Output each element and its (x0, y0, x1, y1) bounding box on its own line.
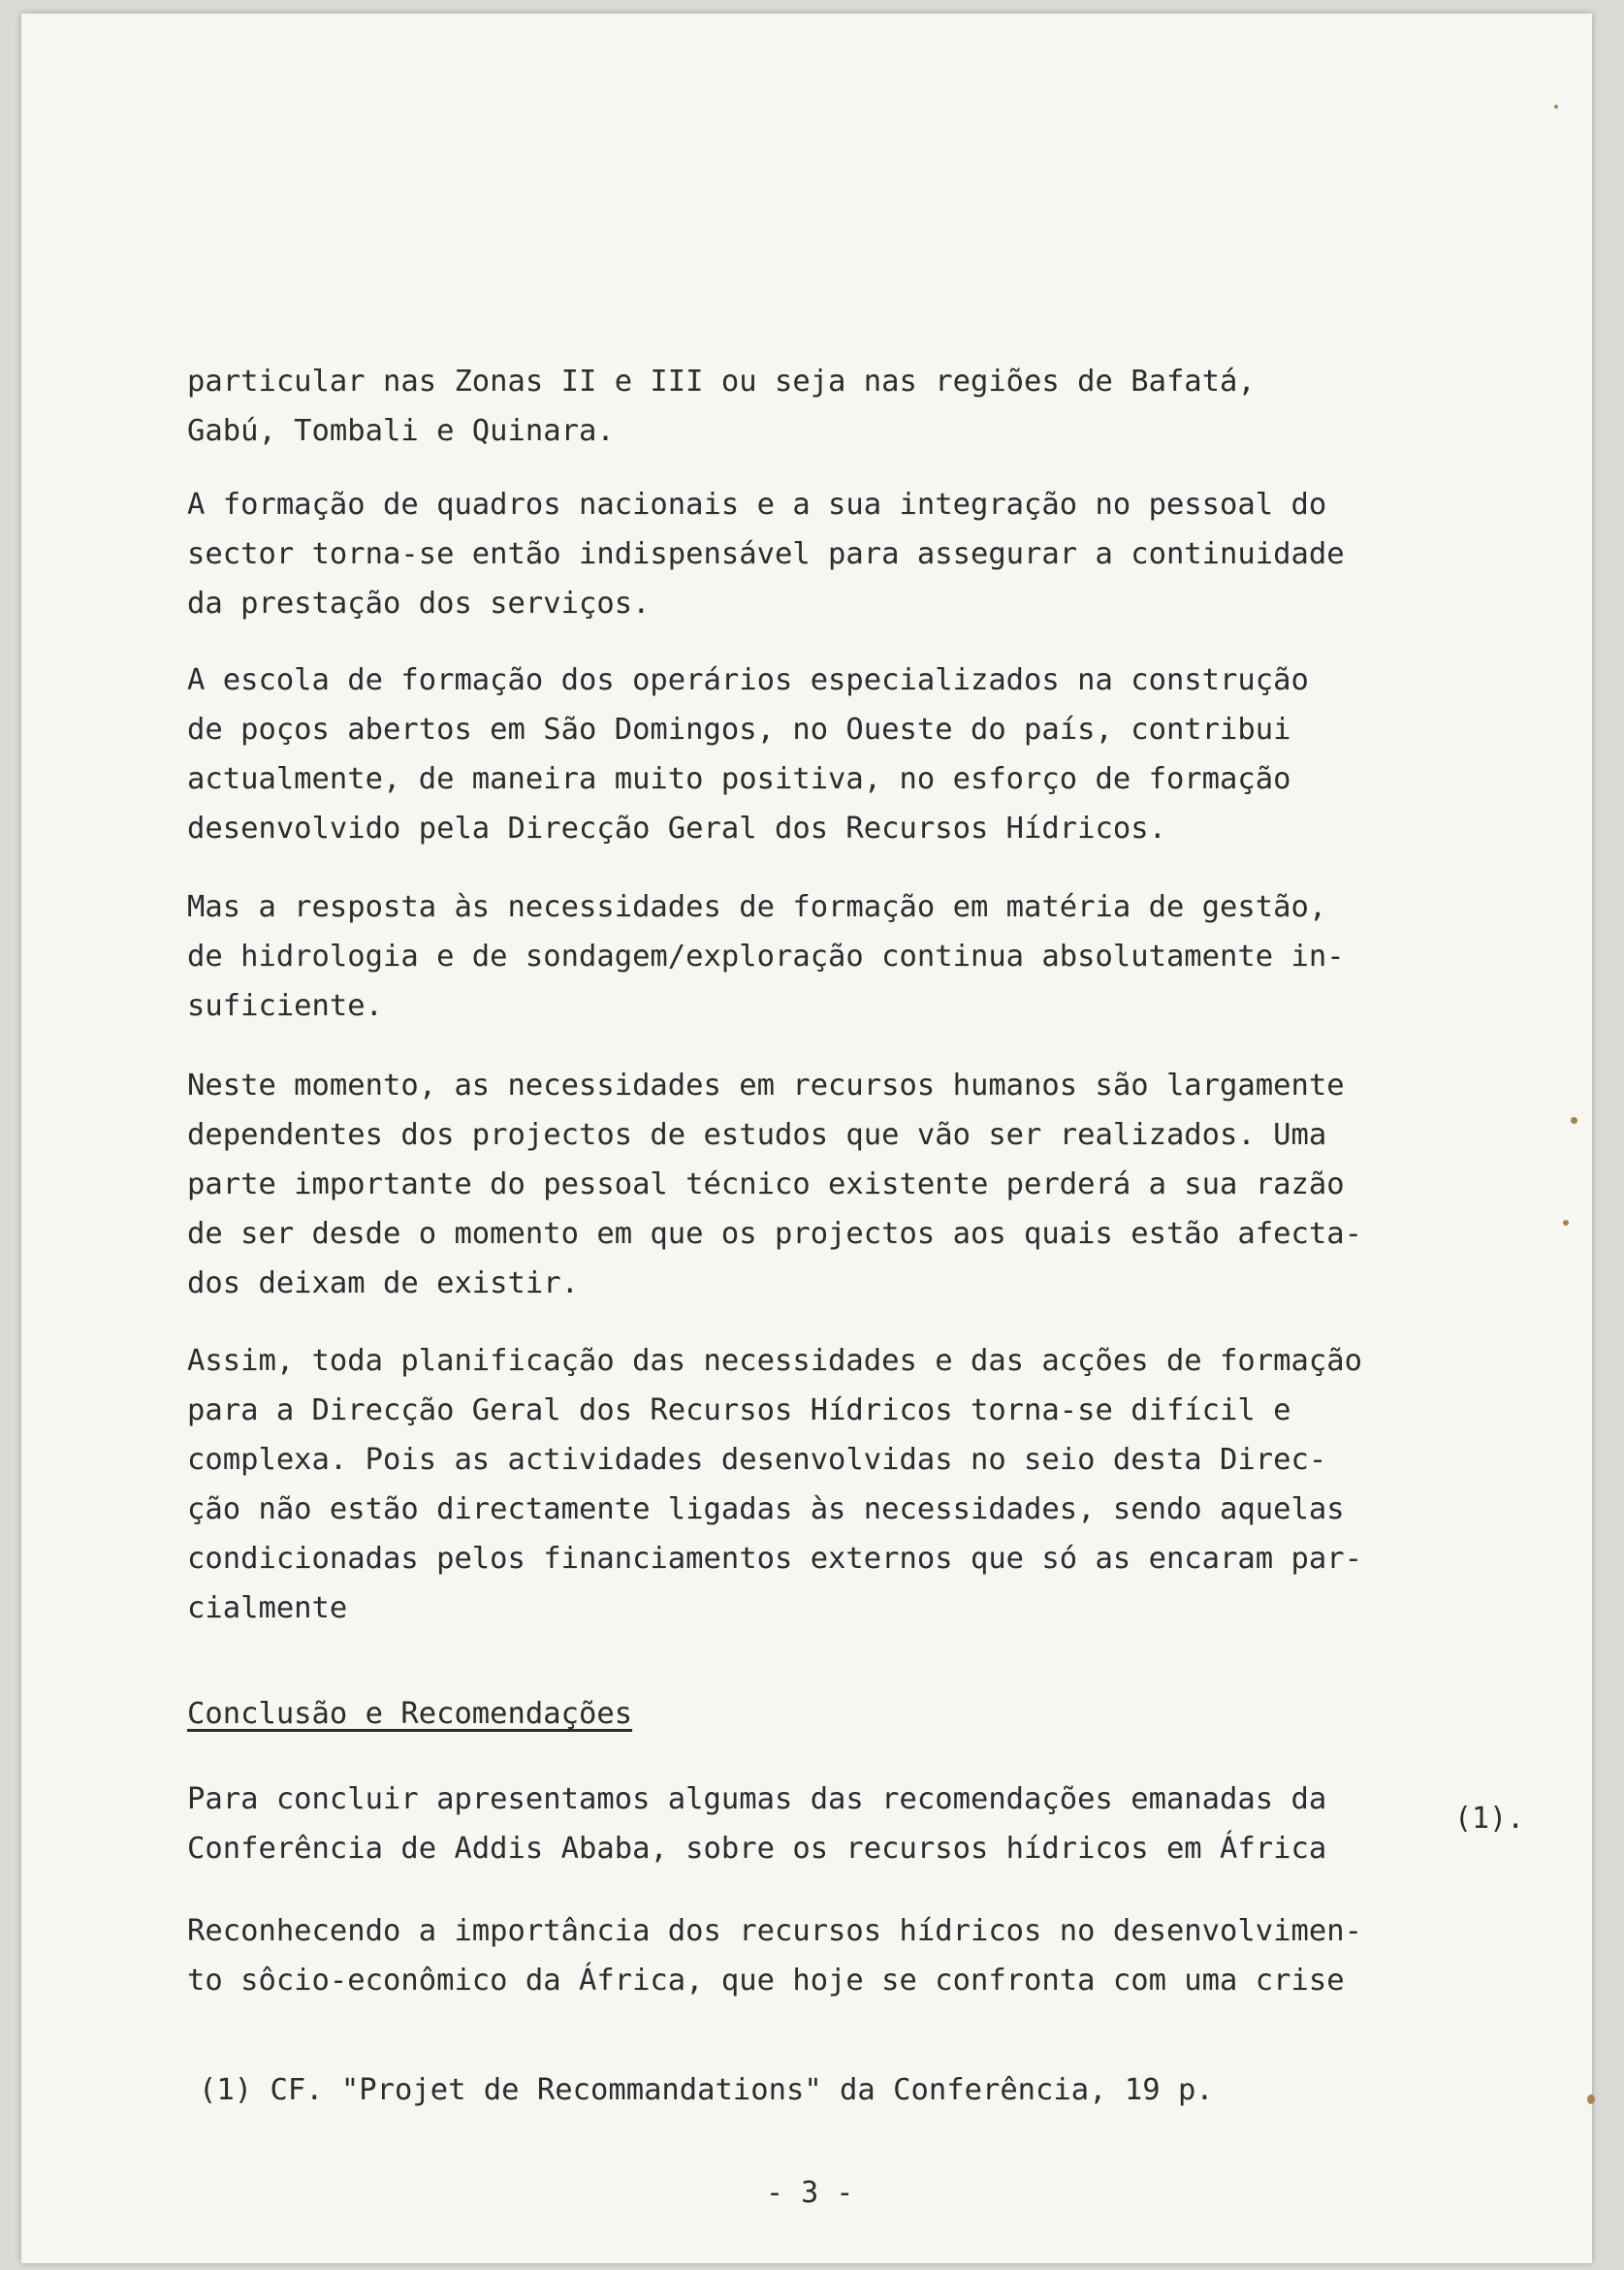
text-line: A formação de quadros nacionais e a sua integração no pessoal do (187, 488, 1327, 522)
text-line: da prestação dos serviços. (187, 587, 651, 621)
text-line: Neste momento, as necessidades em recursos humanos são largamente (187, 1069, 1345, 1103)
section-heading: Conclusão e Recomendações (187, 1697, 633, 1731)
text-line: de poços abertos em São Domingos, no Oueste do país, contribui (187, 713, 1291, 747)
paragraph-resposta (187, 882, 1486, 1031)
paragraph-reconhecendo (187, 1906, 1486, 2005)
text-line: parte importante do pessoal técnico existente perderá a sua razão (187, 1167, 1345, 1201)
text-line: A escola de formação dos operários especializados na construção (187, 663, 1309, 697)
text-line: Reconhecendo a importância dos recursos hídricos no desenvolvimen- (187, 1914, 1362, 1948)
text-line: de ser desde o momento em que os projectos aos quais estão afecta- (187, 1217, 1362, 1251)
page-number: - 3 - (766, 2176, 854, 2210)
text-line: desenvolvido pela Direcção Geral dos Recursos Hídricos. (187, 812, 1166, 846)
text-line: Conferência de Addis Ababa, sobre os recursos hídricos em África (187, 1832, 1327, 1866)
text-line: complexa. Pois as actividades desenvolvidas no seio desta Direc- (187, 1443, 1327, 1477)
paragraph-zonas (187, 357, 1486, 456)
text-line: ção não estão directamente ligadas às necessidades, sendo aquelas (187, 1492, 1345, 1526)
text-line: Mas a resposta às necessidades de formação em matéria de gestão, (187, 890, 1327, 924)
text-line: para a Direcção Geral dos Recursos Hídricos torna-se difícil e (187, 1393, 1291, 1427)
text-line: cialmente (187, 1591, 348, 1625)
paragraph-para-concluir (187, 1774, 1486, 1873)
footnote-reference: (1). (1454, 1802, 1525, 1836)
text-line: to sôcio-econômico da África, que hoje se confronta com uma crise (187, 1964, 1345, 1998)
text-line: actualmente, de maneira muito positiva, no esforço de formação (187, 762, 1291, 796)
text-line: dependentes dos projectos de estudos que vão ser realizados. Uma (187, 1118, 1327, 1152)
footnote: (1) CF. "Projet de Recommandations" da Conferência, 19 p. (199, 2073, 1214, 2107)
text-line: sector torna-se então indispensável para assegurar a continuidade (187, 537, 1345, 571)
paper-speck (1554, 105, 1558, 109)
paragraph-neste-momento (187, 1061, 1486, 1308)
paragraph-formacao-quadros (187, 480, 1486, 628)
text-line: Para concluir apresentamos algumas das recomendações emanadas da (187, 1782, 1327, 1816)
text-line: condicionadas pelos financiamentos externos que só as encaram par- (187, 1542, 1362, 1576)
paper-speck (1571, 1117, 1577, 1124)
text-line: particular nas Zonas II e III ou seja nas regiões de Bafatá, (187, 365, 1256, 399)
text-line: de hidrologia e de sondagem/exploração continua absolutamente in- (187, 940, 1345, 974)
paper-speck (1587, 2094, 1595, 2104)
text-line: Assim, toda planificação das necessidades e das acções de formação (187, 1344, 1362, 1378)
text-line: dos deixam de existir. (187, 1266, 579, 1300)
text-line: suficiente. (187, 989, 383, 1023)
paragraph-escola-formacao (187, 655, 1486, 853)
paper-speck (1563, 1220, 1569, 1226)
paragraph-assim (187, 1336, 1486, 1633)
text-line: Gabú, Tombali e Quinara. (187, 414, 615, 448)
